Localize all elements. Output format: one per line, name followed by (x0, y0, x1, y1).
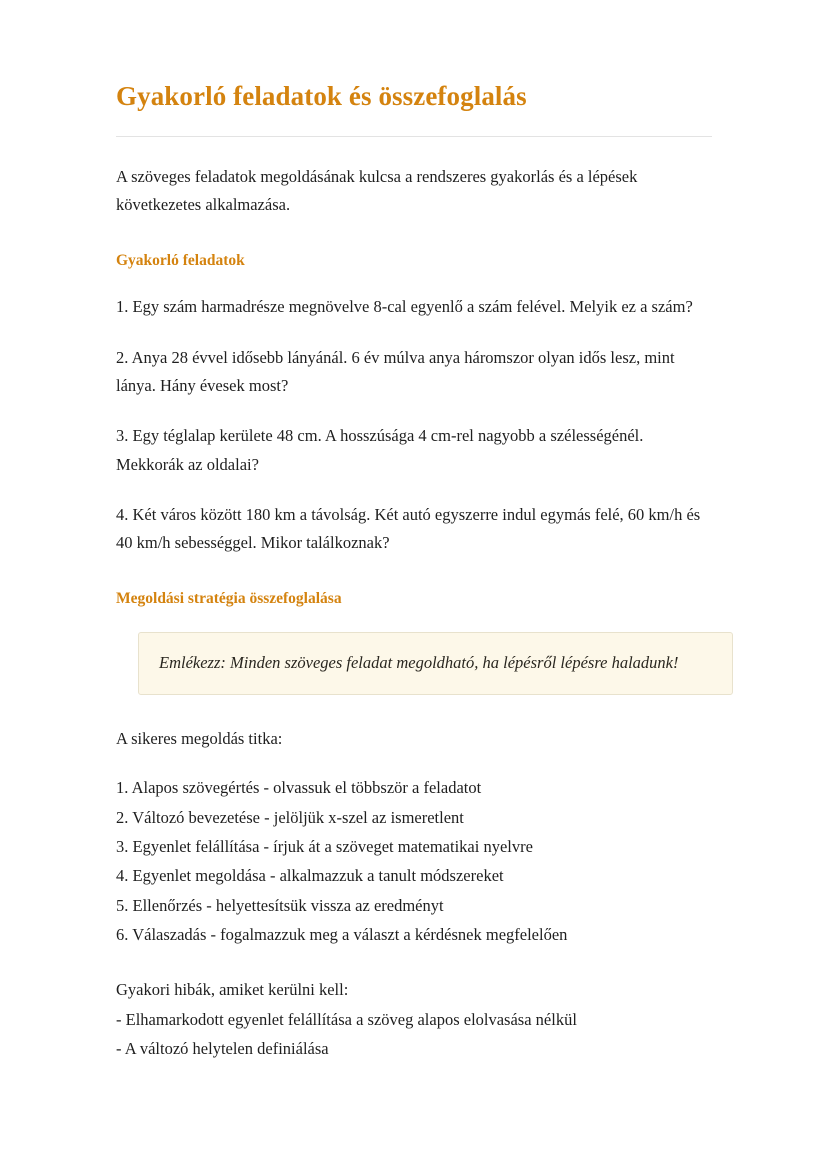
section-heading-practice: Gyakorló feladatok (116, 251, 245, 269)
remember-callout (138, 632, 733, 695)
list-item: 5. Ellenőrzés - helyettesítsük vissza az eredményt (116, 895, 444, 915)
common-mistakes-block (116, 975, 712, 1063)
page-title: Gyakorló feladatok és összefoglalás (116, 81, 527, 111)
common-mistakes-list (116, 1005, 712, 1064)
section-heading-strategy: Megoldási stratégia összefoglalása (116, 589, 342, 607)
mistakes-lead-in: Gyakori hibák, amiket kerülni kell: (116, 980, 349, 1000)
list-item: 1. Alapos szövegértés - olvassuk el többször a feladatot (116, 778, 482, 798)
list-item: 2. Változó bevezetése - jelöljük x-szel az ismeretlent (116, 807, 464, 827)
list-item: 6. Válaszadás - fogalmazzuk meg a választ a kérdésnek megfelelően (116, 925, 568, 945)
intro-paragraph: A szöveges feladatok megoldásának kulcsa a rendszeres gyakorlás és a lépések következetes alkalmazása. (116, 166, 638, 215)
list-item: - Elhamarkodott egyenlet felállítása a szöveg alapos elolvasása nélkül (116, 1009, 577, 1029)
title-divider (116, 136, 712, 137)
practice-problem-1: 1. Egy szám harmadrésze megnövelve 8-cal egyenlő a szám felével. Melyik ez a szám? (116, 297, 693, 317)
list-item: - A változó helytelen definiálása (116, 1039, 329, 1059)
list-item: 3. Egyenlet felállítása - írjuk át a szöveget matematikai nyelvre (116, 836, 533, 856)
practice-problem-3: 3. Egy téglalap kerülete 48 cm. A hosszúsága 4 cm-rel nagyobb a szélességénél. Mekkorák az oldalai? (116, 426, 644, 474)
solution-steps-list (116, 773, 712, 949)
remember-callout-text: Emlékezz: Minden szöveges feladat megoldható, ha lépésről lépésre haladunk! (159, 652, 679, 672)
list-item: 4. Egyenlet megoldása - alkalmazzuk a tanult módszereket (116, 866, 504, 886)
practice-problem-4: 4. Két város között 180 km a távolság. Két autó egyszerre indul egymás felé, 60 km/h és 40 km/h sebességgel. Mikor találkoznak? (116, 505, 701, 553)
practice-problem-2: 2. Anya 28 évvel idősebb lányánál. 6 év múlva anya háromszor olyan idős lesz, mint lánya. Hány évesek most? (116, 347, 675, 395)
steps-lead-in: A sikeres megoldás titka: (116, 728, 283, 748)
